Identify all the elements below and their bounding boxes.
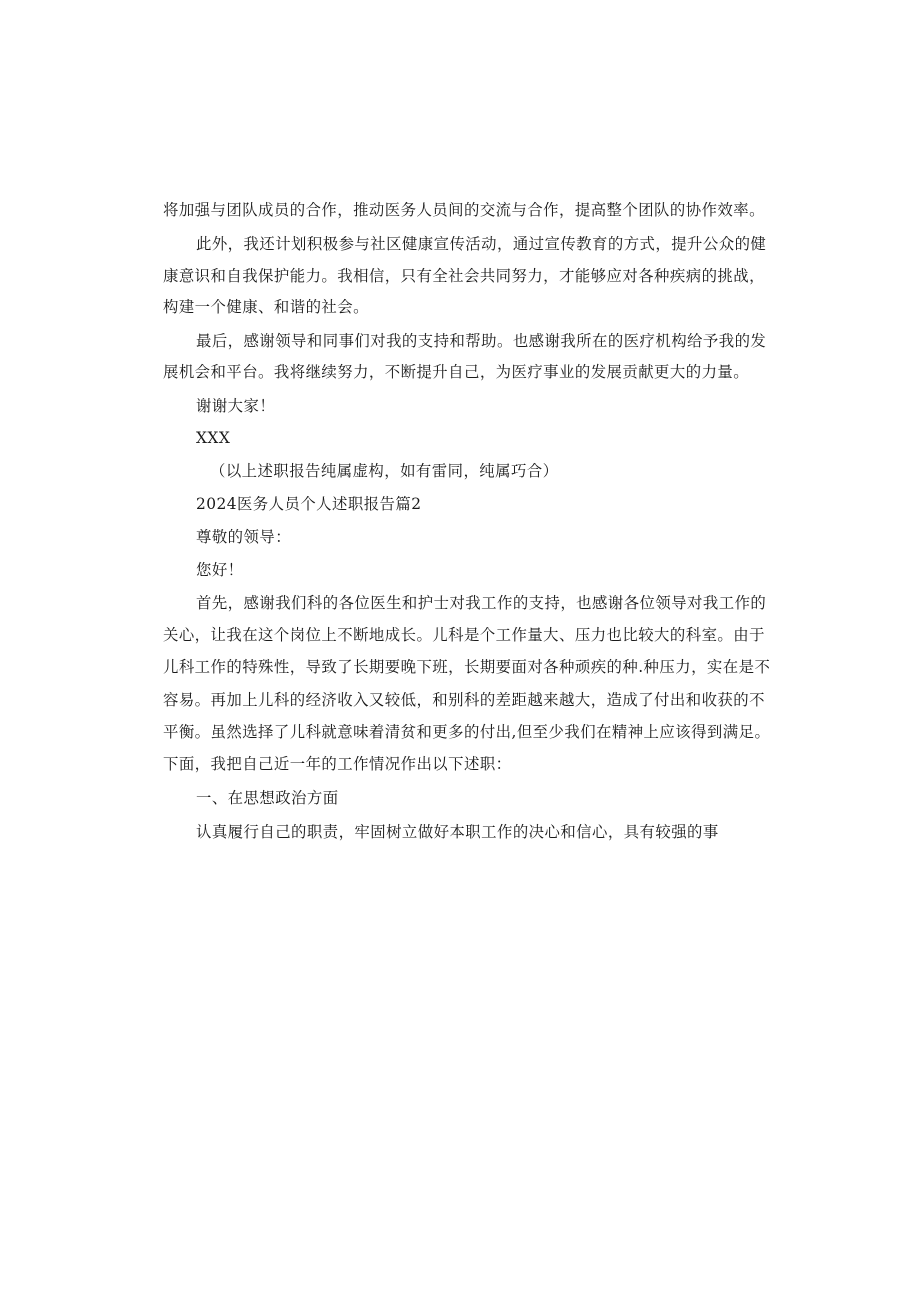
- text-line: 容易。再加上儿科的经济收入又较低，和别科的差距越来越大，造成了付出和收获的不: [163, 691, 765, 709]
- greeting-line: 您好！: [196, 561, 244, 579]
- text-line: 首先，感谢我们科的各位医生和护士对我工作的支持，也感谢各位领导对我工作的: [196, 594, 767, 612]
- text-line: 下面，我把自己近一年的工作情况作出以下述职：: [163, 755, 512, 773]
- text-line: 最后，感谢领导和同事们对我的支持和帮助。也感谢我所在的医疗机构给予我的发: [196, 332, 767, 350]
- text-line: 构建一个健康、和谐的社会。: [163, 298, 369, 316]
- text-line: 此外，我还计划积极参与社区健康宣传活动，通过宣传教育的方式，提升公众的健: [196, 235, 767, 253]
- signature-line: XXX: [196, 429, 231, 447]
- disclaimer-line: （以上述职报告纯属虚构，如有雷同，纯属巧合）: [210, 462, 559, 480]
- text-line: 展机会和平台。我将继续努力，不断提升自己，为医疗事业的发展贡献更大的力量。: [163, 363, 750, 381]
- text-line: 认真履行自己的职责，牢固树立做好本职工作的决心和信心，具有较强的事: [196, 823, 719, 841]
- text-line: 平衡。虽然选择了儿科就意味着清贫和更多的付出,但至少我们在精神上应该得到满足。: [163, 723, 771, 741]
- text-line: 谢谢大家！: [196, 397, 276, 415]
- text-line: 康意识和自我保护能力。我相信，只有全社会共同努力，才能够应对各种疾病的挑战，: [163, 267, 765, 285]
- section-title: 2024医务人员个人述职报告篇2: [196, 495, 422, 513]
- text-line: 将加强与团队成员的合作，推动医务人员间的交流与合作，提高整个团队的协作效率。: [163, 201, 765, 219]
- text-line: 关心，让我在这个岗位上不断地成长。儿科是个工作量大、压力也比较大的科室。由于: [163, 626, 765, 644]
- text-line: 儿科工作的特殊性，导致了长期要晚下班，长期要面对各种顽疾的种.种压力，实在是不: [163, 658, 771, 676]
- subheading-line: 一、在思想政治方面: [196, 789, 339, 807]
- salutation-line: 尊敬的领导：: [196, 528, 292, 546]
